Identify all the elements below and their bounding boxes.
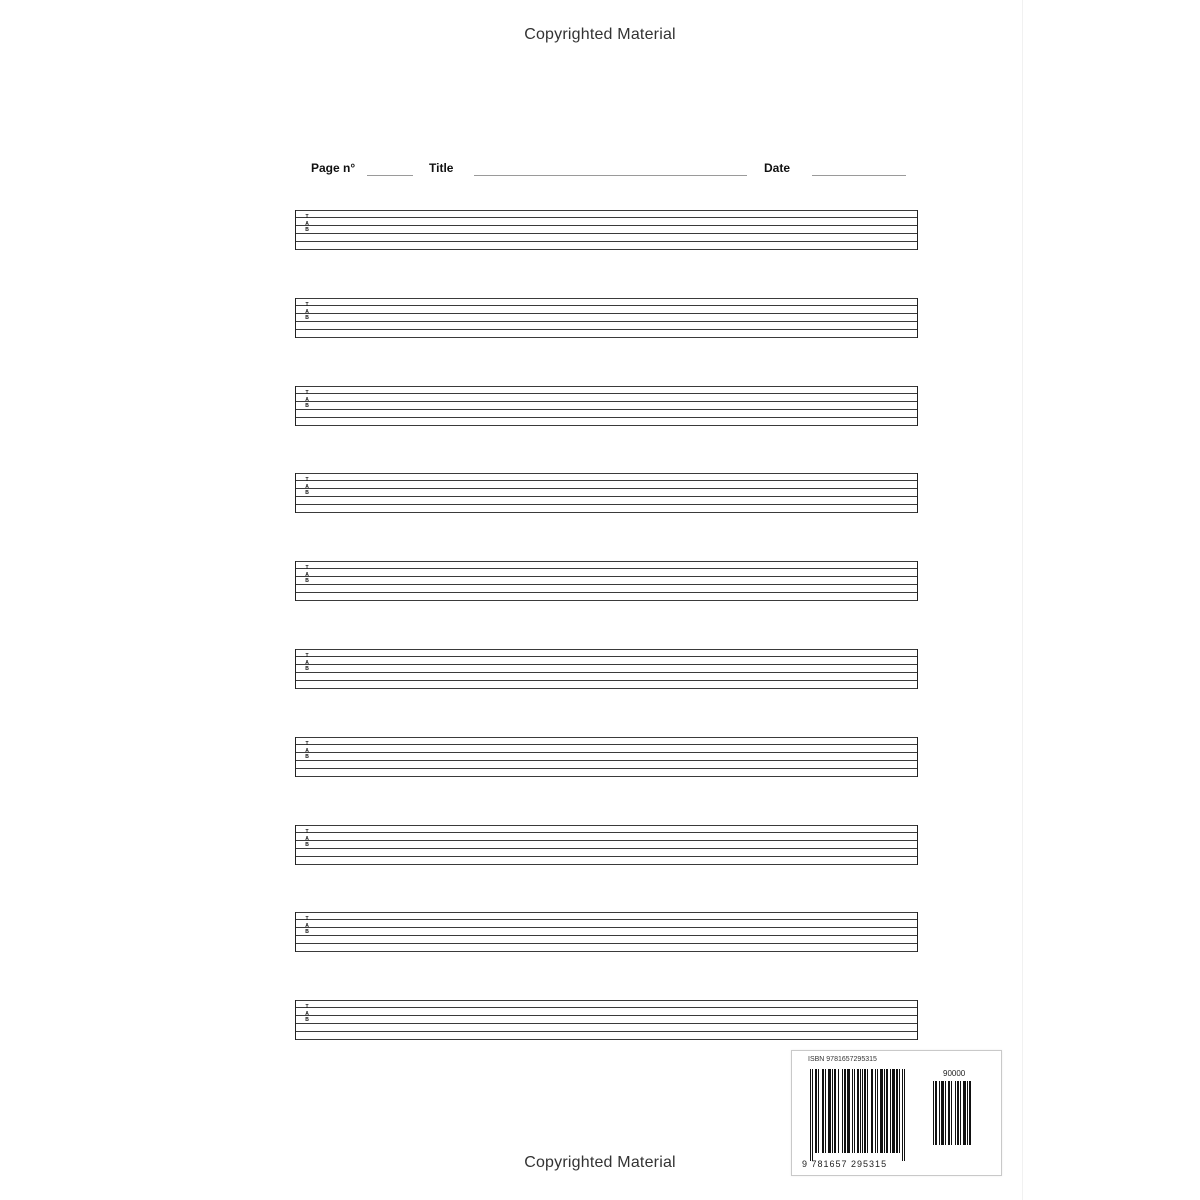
staff-line — [296, 512, 917, 513]
staff-line — [296, 473, 917, 474]
staff-line — [296, 298, 917, 299]
tab-staff — [295, 210, 918, 250]
staff-line — [296, 233, 917, 234]
staff-line — [296, 217, 917, 218]
staff-line — [296, 760, 917, 761]
tab-clef — [303, 477, 311, 497]
tab-clef — [303, 829, 311, 849]
page-number-line — [367, 175, 413, 176]
staff-line — [296, 504, 917, 505]
tab-clef-letter: B — [305, 1017, 309, 1023]
tab-clef-letter: T — [305, 653, 309, 659]
tab-clef-letter: T — [305, 741, 309, 747]
staff-line — [296, 401, 917, 402]
tab-clef-letter: T — [305, 214, 309, 220]
tab-clef-letter: A — [305, 571, 309, 578]
tab-clef-letter: B — [305, 315, 309, 321]
staff-line — [296, 568, 917, 569]
staff-line — [296, 912, 917, 913]
staff-line — [296, 744, 917, 745]
page-header — [0, 158, 1200, 180]
tab-clef — [303, 653, 311, 673]
tab-staff — [295, 298, 918, 338]
staff-line — [296, 1015, 917, 1016]
tab-clef-letter: A — [305, 308, 309, 315]
tab-clef-letter: B — [305, 929, 309, 935]
staff-line — [296, 480, 917, 481]
staff-line — [296, 680, 917, 681]
tab-clef-letter: A — [305, 220, 309, 227]
tab-staff — [295, 473, 918, 513]
copyright-header: Copyrighted Material — [524, 26, 676, 43]
tab-clef-letter: B — [305, 666, 309, 672]
copyright-footer: Copyrighted Material — [524, 1154, 676, 1171]
staff-line — [296, 561, 917, 562]
tab-clef-letter: A — [305, 835, 309, 842]
staff-line — [296, 600, 917, 601]
staff-line — [296, 943, 917, 944]
tab-staff — [295, 649, 918, 689]
tab-clef-letter: B — [305, 490, 309, 496]
staff-line — [296, 768, 917, 769]
staff-line — [296, 425, 917, 426]
staff-line — [296, 488, 917, 489]
staff-line — [296, 321, 917, 322]
staff-line — [296, 737, 917, 738]
tab-staff — [295, 825, 918, 865]
staff-line — [296, 1007, 917, 1008]
tab-clef — [303, 302, 311, 322]
tab-clef-letter: A — [305, 747, 309, 754]
tab-clef-letter: B — [305, 754, 309, 760]
tab-clef — [303, 214, 311, 234]
staff-line — [296, 417, 917, 418]
staff-line — [296, 927, 917, 928]
date-label: Date — [764, 161, 791, 175]
tab-clef — [303, 390, 311, 410]
title-label: Title — [429, 161, 454, 175]
staff-line — [296, 752, 917, 753]
tab-clef — [303, 1004, 311, 1024]
page-edge — [1022, 0, 1023, 1200]
tab-staff — [295, 561, 918, 601]
staff-line — [296, 656, 917, 657]
staff-line — [296, 688, 917, 689]
barcode-digits: 9 781657 295315 — [802, 1159, 888, 1169]
staff-line — [296, 1039, 917, 1040]
tab-clef — [303, 565, 311, 585]
tab-clef-letter: A — [305, 483, 309, 490]
staff-line — [296, 225, 917, 226]
title-line — [474, 175, 747, 176]
staff-line — [296, 576, 917, 577]
staff-line — [296, 305, 917, 306]
staff-line — [296, 386, 917, 387]
staff-line — [296, 1031, 917, 1032]
staff-line — [296, 848, 917, 849]
tab-staff — [295, 912, 918, 952]
tab-staff — [295, 1000, 918, 1040]
staff-line — [296, 1023, 917, 1024]
tab-clef-letter: B — [305, 403, 309, 409]
staff-line — [296, 935, 917, 936]
staff-line — [296, 592, 917, 593]
staff-line — [296, 672, 917, 673]
staff-line — [296, 210, 917, 211]
staff-line — [296, 584, 917, 585]
staff-line — [296, 409, 917, 410]
tab-clef-letter: B — [305, 578, 309, 584]
tab-clef-letter: T — [305, 565, 309, 571]
staff-line — [296, 825, 917, 826]
tab-clef-letter: T — [305, 1004, 309, 1010]
staff-line — [296, 840, 917, 841]
staff-line — [296, 393, 917, 394]
isbn-text: ISBN 9781657295315 — [808, 1056, 877, 1063]
staff-line — [296, 1000, 917, 1001]
staff-line — [296, 951, 917, 952]
tab-clef-letter: T — [305, 829, 309, 835]
tab-clef-letter: B — [305, 842, 309, 848]
tab-clef-letter: A — [305, 396, 309, 403]
staff-line — [296, 856, 917, 857]
tab-clef — [303, 741, 311, 761]
staff-line — [296, 337, 917, 338]
staff-line — [296, 864, 917, 865]
date-line — [812, 175, 906, 176]
tab-clef-letter: A — [305, 659, 309, 666]
tab-clef-letter: T — [305, 477, 309, 483]
tab-clef-letter: T — [305, 302, 309, 308]
staff-line — [296, 832, 917, 833]
tab-clef-letter: A — [305, 922, 309, 929]
staff-line — [296, 241, 917, 242]
tab-clef-letter: T — [305, 916, 309, 922]
staff-line — [296, 776, 917, 777]
staff-line — [296, 329, 917, 330]
isbn-barcode — [791, 1050, 1002, 1176]
staff-line — [296, 649, 917, 650]
staff-line — [296, 496, 917, 497]
barcode-addon-bars — [933, 1081, 989, 1153]
tab-staff — [295, 386, 918, 426]
staff-line — [296, 313, 917, 314]
tab-clef-letter: A — [305, 1010, 309, 1017]
tab-staff — [295, 737, 918, 777]
staff-line — [296, 919, 917, 920]
staff-line — [296, 249, 917, 250]
tab-clef — [303, 916, 311, 936]
staff-line — [296, 664, 917, 665]
page-number-label: Page n° — [311, 161, 356, 175]
tab-clef-letter: B — [305, 227, 309, 233]
price-code: 90000 — [943, 1069, 966, 1078]
tab-clef-letter: T — [305, 390, 309, 396]
barcode-bars — [810, 1069, 924, 1161]
